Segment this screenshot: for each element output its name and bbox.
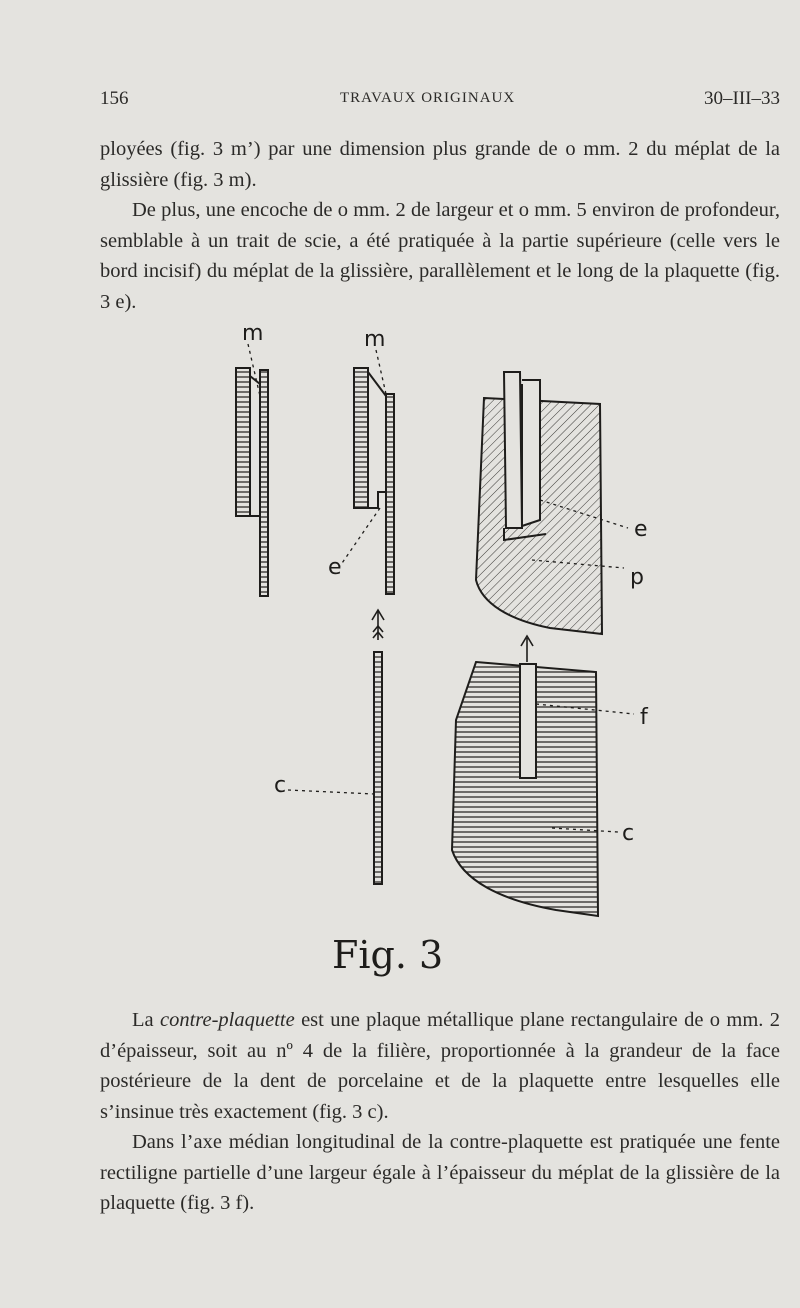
- glissiere-side-view-2: [340, 350, 394, 594]
- paragraph-continued: ployées (fig. 3 m’) par une dimension plus grande de o mm. 2 du méplat de la glissière (fig. 3 m).: [100, 138, 780, 191]
- glissiere-side-view-1: [236, 344, 268, 596]
- label-e-right: e: [634, 517, 648, 542]
- label-c-right: c: [622, 821, 635, 846]
- label-c-left: c: [274, 773, 287, 798]
- paragraph-encoche: De plus, une encoche de o mm. 2 de largeur et o mm. 5 environ de profondeur, semblable à un trait de scie, a été pratiquée à la partie supérieure (celle vers le bord incisif) du méplat de la glissière, parallèlement et le long de la plaquette (fig. 3 e).: [100, 199, 780, 313]
- arrow-up-icon: [372, 610, 384, 640]
- paragraph-lead: La: [132, 1009, 160, 1031]
- header-date: 30–III–33: [704, 88, 780, 109]
- paragraph-fente: Dans l’axe médian longitudinal de la contre-plaquette est pratiquée une fente rectiligne partielle d’une largeur égale à l’épaisseur du méplat de la glissière de la plaquette (fig. 3 f).: [100, 1131, 780, 1214]
- label-m: m: [364, 327, 386, 352]
- running-title: TRAVAUX ORIGINAUX: [340, 90, 516, 106]
- paragraph-body: est une plaque métallique plane rectangulaire de o mm. 2 d’épaisseur, soit au nº 4 de la filière, proportionnée à la grandeur de la face postérieure de la dent de porcelaine et de la plaquette entre lesquelles elle s’insinue très exactement (fig. 3 c).: [100, 1009, 780, 1123]
- page-header: [100, 88, 780, 114]
- dent-porcelaine-view: [476, 344, 602, 634]
- top-text-block: [100, 134, 780, 317]
- italic-term: contre-plaquette: [159, 1009, 295, 1031]
- contre-plaquette-side-view: [288, 652, 382, 884]
- label-e-left: e: [328, 555, 342, 580]
- figure-caption: Fig. 3: [332, 933, 444, 977]
- figure-3-drawing: [200, 320, 670, 990]
- label-m-prime: m: [242, 321, 264, 346]
- bottom-text-block: [100, 1005, 780, 1219]
- label-f: f: [640, 705, 648, 730]
- page-number: 156: [100, 88, 129, 109]
- figure-3: [200, 320, 670, 990]
- paragraph-contre-plaquette: [100, 1005, 780, 1127]
- contre-plaquette-front-view: [452, 662, 598, 916]
- label-p: p: [630, 565, 644, 590]
- arrow-up-icon-right: [521, 636, 533, 662]
